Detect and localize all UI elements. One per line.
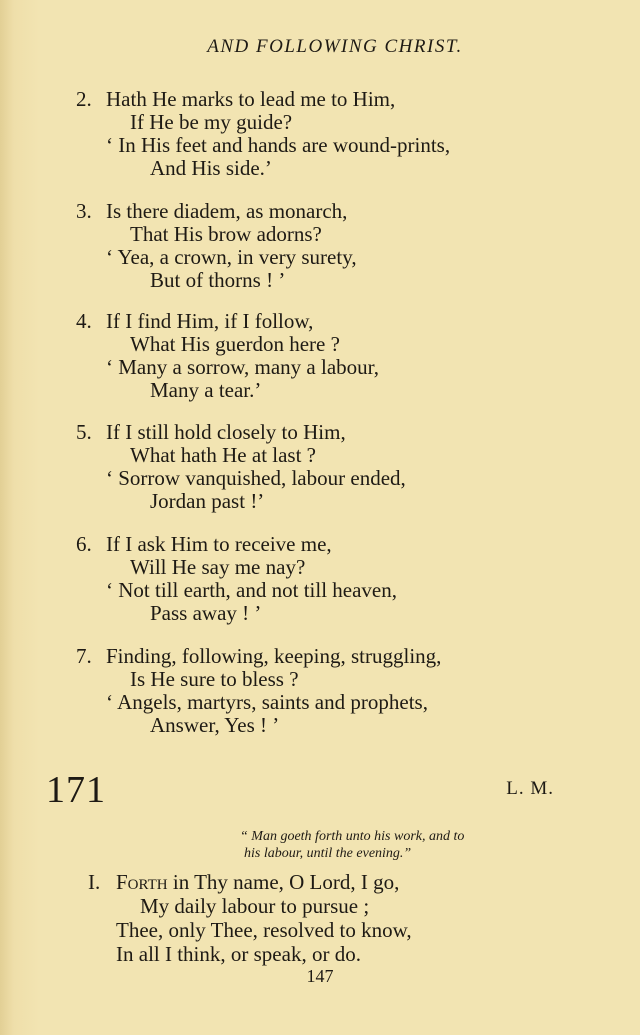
verse-line: ‘ Sorrow vanquished, labour ended, [106, 466, 406, 490]
stanza-number: 5. [76, 420, 92, 444]
verse-line: And His side.’ [150, 156, 272, 180]
verse-line: ‘ Yea, a crown, in very surety, [106, 245, 357, 269]
stanza-4 [76, 310, 379, 402]
verse-line: ‘ Angels, martyrs, saints and prophets, [106, 690, 428, 714]
verse-line: Many a tear.’ [150, 378, 262, 402]
verse-line: ‘ In His feet and hands are wound-prints, [106, 133, 451, 157]
verse-line: Hath He marks to lead me to Him, [106, 87, 396, 111]
stanza-number: 3. [76, 199, 92, 223]
verse-line: What His guerdon here ? [130, 332, 340, 356]
hymn-number: 171 [46, 769, 106, 811]
running-head: AND FOLLOWING CHRIST. [207, 36, 463, 57]
epigraph [240, 828, 580, 862]
verse-line: Thee, only Thee, resolved to know, [116, 918, 412, 942]
stanza-number: I. [88, 870, 101, 894]
verse-line: But of thorns ! ’ [150, 268, 286, 292]
verse-line: If He be my guide? [130, 110, 293, 134]
first-word: Forth [116, 870, 168, 894]
stanza-2 [76, 88, 450, 180]
stanza-3 [76, 200, 357, 292]
verse-line: Will He say me nay? [130, 555, 306, 579]
hymn-171-stanza-1 [88, 870, 412, 966]
verse-line: My daily labour to pursue ; [140, 894, 370, 918]
verse-line: ‘ Many a sorrow, many a labour, [106, 355, 380, 379]
verse-line: ‘ Not till earth, and not till heaven, [106, 578, 398, 602]
page-number: 147 [306, 966, 334, 986]
verse-line: If I still hold closely to Him, [106, 420, 346, 444]
verse-line: Finding, following, keeping, struggling, [106, 644, 442, 668]
verse-line: Jordan past !’ [150, 489, 265, 513]
stanza-number: 2. [76, 87, 92, 111]
verse-line: Answer, Yes ! ’ [150, 713, 280, 737]
stanza-number: 7. [76, 644, 92, 668]
stanza-number: 6. [76, 532, 92, 556]
verse-line: That His brow adorns? [130, 222, 322, 246]
epigraph-line: his labour, until the evening.” [244, 846, 412, 861]
verse-line: What hath He at last ? [130, 443, 317, 467]
stanza-7 [76, 645, 441, 737]
verse-line: If I find Him, if I follow, [106, 309, 314, 333]
verse-line: In all I think, or speak, or do. [116, 942, 361, 966]
verse-line: If I ask Him to receive me, [106, 532, 332, 556]
stanza-5 [76, 421, 406, 513]
verse-line: in Thy name, O Lord, I go, [167, 870, 400, 894]
meter-label: L. M. [506, 778, 554, 799]
stanza-number: 4. [76, 309, 92, 333]
verse-line: Is He sure to bless ? [130, 667, 299, 691]
epigraph-line: “ Man goeth forth unto his work, and to [240, 829, 465, 844]
verse-line: Is there diadem, as monarch, [106, 199, 348, 223]
verse-line: Pass away ! ’ [150, 601, 262, 625]
stanza-6 [76, 533, 397, 625]
